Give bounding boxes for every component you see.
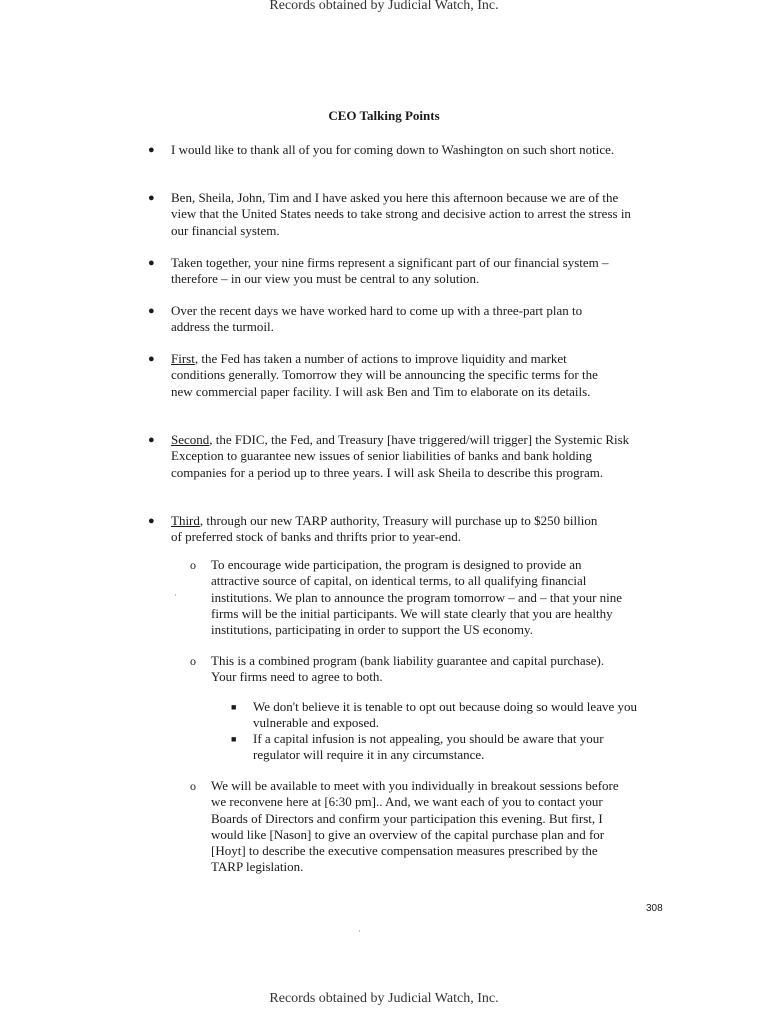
second-lead: Second [171,432,210,447]
page-footer: Records obtained by Judicial Watch, Inc. [269,991,499,1006]
bullet-icon: ● [148,144,155,156]
bullet-icon: ● [148,515,155,527]
hollow-circle-icon: o [190,779,196,793]
document-title: CEO Talking Points [328,108,440,123]
sub-point: We will be available to meet with you individually in breakout sessions before we reconvene here at [6:30 pm].. And, we want each of you to contact your Boards of Directors and confirm your participation this evening. But first, I would like [Nason] to give an overview of the capital purchase plan and for [Hoyt] to describe the executive compensation measures prescribed by the TARP legislation. [211,778,619,875]
bullet-icon: ● [148,257,155,269]
first-text: , the Fed has taken a number of actions to improve liquidity and market conditions generally. Tomorrow they will be announcing the specific terms for the new commercial paper facility. I will ask Ben and Tim to elaborate on its details. [171,351,598,399]
talking-point-third [171,513,611,546]
page-header: Records obtained by Judicial Watch, Inc. [269,0,499,13]
square-bullet-icon: ■ [231,702,237,712]
talking-point: I would like to thank all of you for coming down to Washington on such short notice. [171,142,615,157]
sub-point: To encourage wide participation, the program is designed to provide an attractive source of capital, on identical terms, to all qualifying financial institutions. We plan to announce the program tomorrow – and – that your nine firms will be the initial participants. We will state clearly that you are healthy institutions, participating in order to support the US economy. [211,557,623,638]
third-text: , through our new TARP authority, Treasury will purchase up to $250 billion of preferred stock of banks and thrifts prior to year-end. [171,513,598,545]
talking-point: Taken together, your nine firms represent a significant part of our financial system – therefore – in our view you must be central to any solution. [171,255,609,287]
hollow-circle-icon: o [190,654,196,668]
bullet-icon: ● [148,305,155,317]
bullet-icon: ● [148,192,155,204]
scan-speck: · [358,926,361,936]
talking-point: Over the recent days we have worked hard to come up with a three-part plan to address the turmoil. [171,303,583,335]
talking-point-second [171,432,635,481]
scan-speck: · [174,590,177,600]
sub-sub-point: If a capital infusion is not appealing, you should be aware that your regulator will require it in any circumstance. [253,731,604,763]
hollow-circle-icon: o [190,558,196,572]
bullet-icon: ● [148,434,155,446]
talking-point: Ben, Sheila, John, Tim and I have asked you here this afternoon because we are of the view that the United States needs to take strong and decisive action to arrest the stress in our financial system. [171,190,631,238]
square-bullet-icon: ■ [231,734,237,744]
sub-sub-point: We don't believe it is tenable to opt out because doing so would leave you vulnerable and exposed. [253,699,637,731]
first-lead: First [171,351,195,366]
second-text: , the FDIC, the Fed, and Treasury [have triggered/will trigger] the Systemic Risk Exception to guarantee new issues of senior liabilities of banks and bank holding companies for a period up to three years. I will ask Sheila to describe this program. [171,432,630,480]
talking-point-first [171,351,611,400]
sub-point: This is a combined program (bank liability guarantee and capital purchase). Your firms need to agree to both. [211,653,605,685]
bullet-icon: ● [148,353,155,365]
page-number: 308 [646,903,663,914]
third-lead: Third [171,513,200,528]
